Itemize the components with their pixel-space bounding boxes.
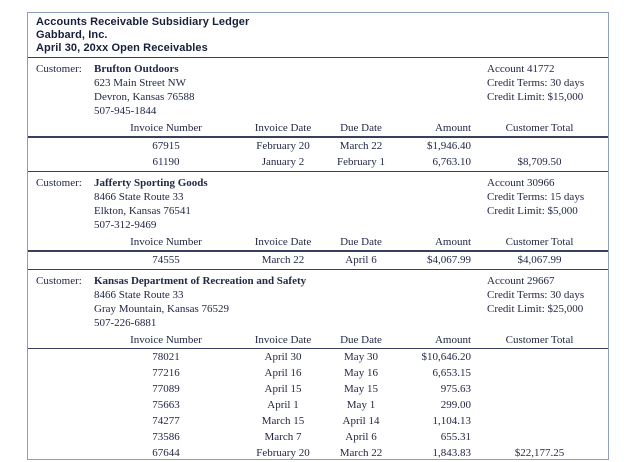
- customer-address-line: 8466 State Route 33: [94, 191, 184, 204]
- invoice-table-body: [28, 252, 608, 269]
- amount: 299.00: [440, 399, 471, 412]
- customer-label: Customer:: [36, 63, 82, 76]
- invoice-row: [28, 413, 608, 429]
- account-info-line: Credit Limit: $5,000: [487, 205, 578, 218]
- amount: 975.63: [440, 383, 471, 396]
- invoice-row: [28, 138, 608, 154]
- column-header: Amount: [434, 236, 471, 249]
- company-name: Gabbard, Inc.: [36, 29, 108, 41]
- invoice-row: [28, 445, 608, 460]
- invoice-table-body: [28, 138, 608, 171]
- account-info-line: Account 30966: [487, 177, 555, 190]
- page-header: [28, 13, 608, 57]
- amount: 1,104.13: [432, 415, 471, 428]
- customer-name: Kansas Department of Recreation and Safety: [94, 274, 307, 287]
- invoice-table-header: [28, 120, 608, 136]
- customer-total: $4,067.99: [517, 253, 562, 266]
- column-header: Invoice Number: [130, 333, 202, 346]
- due-date: April 6: [345, 431, 377, 444]
- column-header: Customer Total: [505, 333, 574, 346]
- customer-address-line: 507-945-1844: [94, 105, 157, 118]
- customer-header: [28, 270, 608, 332]
- invoice-date: April 16: [264, 367, 302, 380]
- invoice-number: 74277: [152, 415, 180, 428]
- customer-label: Customer:: [36, 274, 82, 287]
- customer-address-line: Elkton, Kansas 76541: [94, 205, 191, 218]
- customer-address-line: Gray Mountain, Kansas 76529: [94, 302, 230, 315]
- customer-total: $8,709.50: [517, 155, 562, 168]
- invoice-row: [28, 397, 608, 413]
- customer-total: [479, 365, 600, 381]
- due-date: May 30: [344, 351, 378, 364]
- customer-address-line: 507-312-9469: [94, 219, 157, 232]
- customer-total: [479, 381, 600, 397]
- customer-info: [94, 176, 487, 232]
- invoice-number: 77216: [152, 367, 180, 380]
- invoice-table-header: [28, 332, 608, 348]
- account-info: [487, 176, 600, 232]
- invoice-row: [28, 381, 608, 397]
- invoice-row: [28, 365, 608, 381]
- account-info-line: Credit Limit: $15,000: [487, 91, 584, 104]
- invoice-table-body: [28, 349, 608, 460]
- amount: $1,946.40: [427, 139, 471, 152]
- due-date: April 6: [345, 253, 377, 266]
- column-header: Amount: [434, 333, 471, 346]
- invoice-row: [28, 349, 608, 365]
- ledger-page: [27, 12, 609, 460]
- account-info-line: Account 29667: [487, 274, 555, 287]
- amount: $4,067.99: [427, 253, 471, 266]
- invoice-date: February 20: [256, 447, 310, 460]
- invoice-number: 67644: [152, 447, 180, 460]
- invoice-date: April 1: [267, 399, 299, 412]
- account-info: [487, 62, 600, 118]
- ledger-title: Accounts Receivable Subsidiary Ledger: [36, 16, 250, 28]
- invoice-row: [28, 252, 608, 268]
- invoice-row: [28, 154, 608, 170]
- column-header: Invoice Date: [254, 122, 312, 135]
- column-header: Amount: [434, 122, 471, 135]
- customer-total: [479, 349, 600, 365]
- column-header: Due Date: [340, 122, 382, 135]
- customer-total: [479, 397, 600, 413]
- column-header: Customer Total: [505, 236, 574, 249]
- customer-total: $22,177.25: [514, 447, 565, 460]
- invoice-number: 75663: [152, 399, 180, 412]
- account-info-line: Credit Terms: 30 days: [487, 288, 585, 301]
- amount: 6,653.15: [432, 367, 471, 380]
- column-header: Invoice Number: [130, 122, 202, 135]
- column-header: Invoice Date: [254, 236, 312, 249]
- invoice-number: 67915: [152, 139, 180, 152]
- column-header: Invoice Date: [254, 333, 312, 346]
- amount: 6,763.10: [432, 155, 471, 168]
- column-header: Due Date: [340, 333, 382, 346]
- invoice-number: 78021: [152, 351, 180, 364]
- column-header: Due Date: [340, 236, 382, 249]
- due-date: February 1: [337, 155, 385, 168]
- account-info-line: Credit Terms: 15 days: [487, 191, 585, 204]
- amount: 1,843.83: [432, 447, 471, 460]
- due-date: April 14: [342, 415, 380, 428]
- customer-label: Customer:: [36, 177, 82, 190]
- invoice-number: 61190: [152, 155, 180, 168]
- account-info-line: Account 41772: [487, 63, 555, 76]
- account-info: [487, 274, 600, 330]
- report-date-line: April 30, 20xx Open Receivables: [36, 42, 208, 54]
- customer-total: [479, 138, 600, 154]
- column-header: Invoice Number: [130, 236, 202, 249]
- customer-total: [479, 413, 600, 429]
- customer-info: [94, 274, 487, 330]
- invoice-date: January 2: [261, 155, 305, 168]
- invoice-date: March 22: [261, 253, 305, 266]
- customer-sections: [28, 58, 608, 460]
- customer-info: [94, 62, 487, 118]
- customer-total: [479, 429, 600, 445]
- customer-address-line: 623 Main Street NW: [94, 77, 186, 90]
- due-date: May 15: [344, 383, 378, 396]
- customer-section: [28, 58, 608, 172]
- customer-section: [28, 270, 608, 460]
- invoice-date: March 15: [261, 415, 305, 428]
- invoice-table-header: [28, 234, 608, 250]
- invoice-date: February 20: [256, 139, 310, 152]
- due-date: March 22: [339, 447, 383, 460]
- account-info-line: Credit Limit: $25,000: [487, 302, 584, 315]
- customer-name: Jafferty Sporting Goods: [94, 177, 208, 190]
- amount: 655.31: [440, 431, 471, 444]
- customer-header: [28, 172, 608, 234]
- customer-name: Brufton Outdoors: [94, 63, 179, 76]
- column-header: Customer Total: [505, 122, 574, 135]
- due-date: March 22: [339, 139, 383, 152]
- invoice-date: April 15: [264, 383, 302, 396]
- invoice-row: [28, 429, 608, 445]
- due-date: May 1: [346, 399, 376, 412]
- invoice-number: 73586: [152, 431, 180, 444]
- due-date: May 16: [344, 367, 378, 380]
- customer-address-line: Devron, Kansas 76588: [94, 91, 195, 104]
- account-info-line: Credit Terms: 30 days: [487, 77, 585, 90]
- invoice-number: 74555: [152, 253, 180, 266]
- amount: $10,646.20: [421, 351, 471, 364]
- customer-address-line: 8466 State Route 33: [94, 288, 184, 301]
- invoice-date: April 30: [264, 351, 302, 364]
- customer-address-line: 507-226-6881: [94, 316, 157, 329]
- invoice-date: March 7: [264, 431, 302, 444]
- invoice-number: 77089: [152, 383, 180, 396]
- customer-header: [28, 58, 608, 120]
- customer-section: [28, 172, 608, 270]
